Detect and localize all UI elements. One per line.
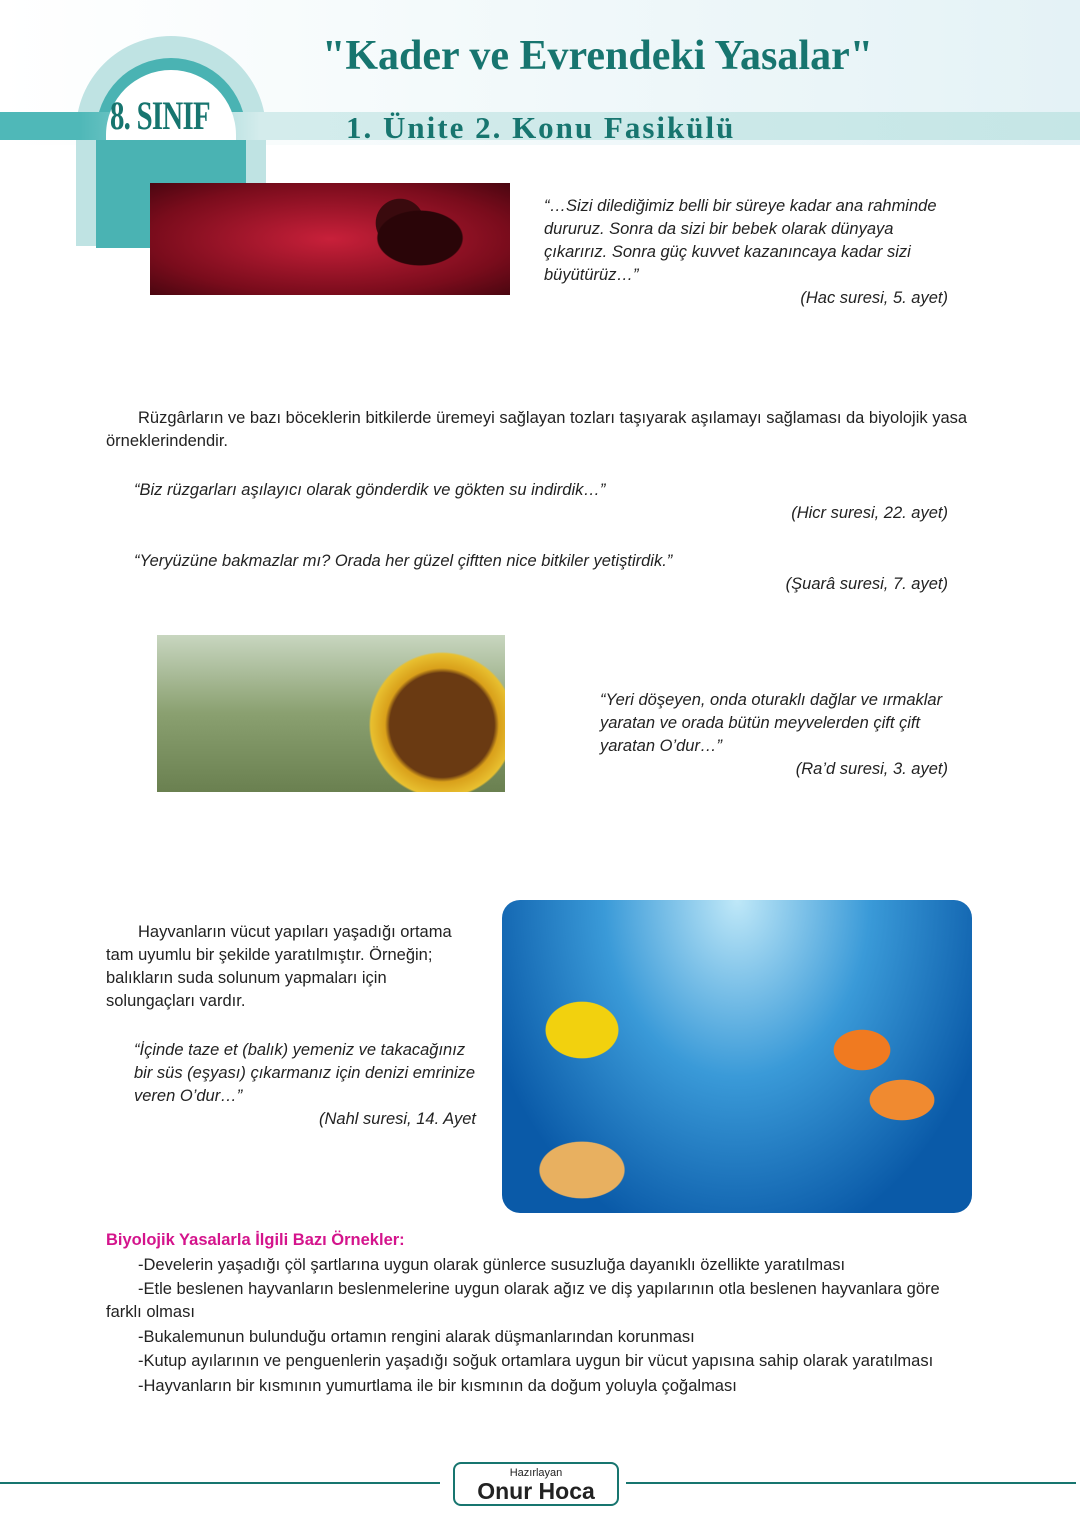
example-item: -Bukalemunun bulunduğu ortamın rengini alarak düşmanlarından korunması: [138, 1328, 695, 1346]
quote-nahl: “İçinde taze et (balık) yemeniz ve takacağınız bir süs (eşyası) çıkarmanız için denizi emrinize veren O’dur…”: [134, 1041, 476, 1105]
grade-label: 8. SINIF: [110, 93, 210, 138]
example-item: -Kutup ayılarının ve penguenlerin yaşadığı soğuk ortamlara uygun bir vücut yapısına sahip olarak yaratılması: [138, 1352, 934, 1370]
embryo-image: [150, 183, 510, 295]
source-suara: (Şuarâ suresi, 7. ayet): [785, 575, 948, 593]
author-badge: [453, 1462, 619, 1506]
footer-divider: [0, 1482, 440, 1484]
footer-divider: [626, 1482, 1076, 1484]
quote-rad: “Yeri döşeyen, onda oturaklı dağlar ve ırmaklar yaratan ve orada bütün meyvelerden çift çift yaratan O’dur…”: [600, 691, 943, 755]
example-item: -Develerin yaşadığı çöl şartlarına uygun olarak günlerce susuzluğa dayanıklı özellikte yaratılması: [138, 1256, 846, 1274]
page-title: "Kader ve Evrendeki Yasalar": [322, 33, 874, 79]
coral-reef-fish-image: [502, 900, 972, 1213]
author-name: Onur Hoca: [477, 1478, 595, 1504]
quote-hac: “…Sizi dilediğimiz belli bir süreye kadar ana rahminde dururuz. Sonra da sizi bir bebek olarak dünyaya çıkarırız. Sonra güç kuvvet kazanıncaya kadar sizi büyütürüz…”: [544, 197, 937, 284]
paragraph-pollination: Rüzgârların ve bazı böceklerin bitkilerde üremeyi sağlayan tozları taşıyarak aşılamayı sağlaması da biyolojik yasa örneklerindendir.: [106, 409, 968, 450]
paragraph-animals: Hayvanların vücut yapıları yaşadığı ortama tam uyumlu bir şekilde yaratılmıştır. Örneğin; balıkların suda solunum yapmaları için solungaçları vardır.: [106, 923, 452, 1010]
example-item: -Etle beslenen hayvanların beslenmelerine uygun olarak ağız ve diş yapılarının otla beslenen hayvanlara göre farklı olması: [106, 1280, 940, 1321]
source-hac: (Hac suresi, 5. ayet): [800, 289, 948, 307]
quote-suara: “Yeryüzüne bakmazlar mı? Orada her güzel çiftten nice bitkiler yetiştirdik.”: [134, 552, 673, 570]
page-subtitle: 1. Ünite 2. Konu Fasikülü: [346, 110, 736, 145]
source-hicr: (Hicr suresi, 22. ayet): [791, 504, 948, 522]
quote-hicr: “Biz rüzgarları aşılayıcı olarak gönderdik ve gökten su indirdik…”: [134, 481, 606, 499]
examples-heading: Biyolojik Yasalarla İlgili Bazı Örnekler:: [106, 1231, 405, 1249]
author-label: Hazırlayan: [509, 1467, 563, 1479]
sunflower-bee-image: [157, 635, 505, 792]
example-item: -Hayvanların bir kısmının yumurtlama ile bir kısmının da doğum yoluyla çoğalması: [138, 1377, 737, 1395]
source-rad: (Ra’d suresi, 3. ayet): [795, 760, 948, 778]
source-nahl: (Nahl suresi, 14. Ayet: [319, 1110, 476, 1128]
